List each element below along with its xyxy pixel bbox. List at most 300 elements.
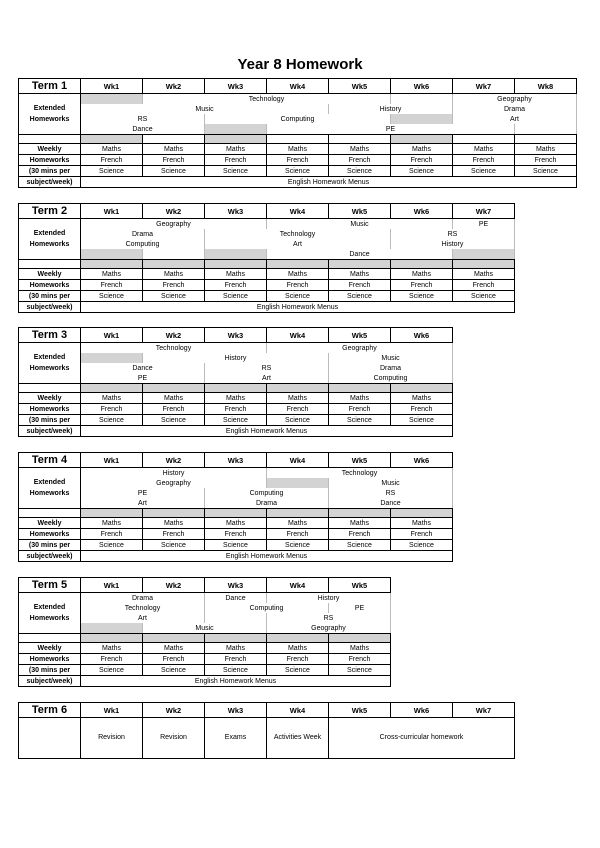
subject-cell: RS [205,363,329,373]
weekly-subject-cell: Maths [205,518,267,529]
spacer-cell [391,135,453,144]
weekly-label: Homeworks [19,155,81,166]
subject-cell: Music [329,478,453,488]
subject-cell: PE [267,124,515,135]
weekly-label: Weekly [19,144,81,155]
subject-cell: Geography [453,94,577,105]
subject-cell: PE [81,488,205,498]
weekly-row [19,177,577,188]
weekly-subject-cell: Maths [81,393,143,404]
subject-cell [205,124,267,135]
subject-cell: History [329,104,453,114]
week-header: Wk8 [515,79,577,94]
weekly-subject-cell: Science [453,166,515,177]
weekly-subject-cell: Science [205,540,267,551]
spacer-cell [267,260,329,269]
weekly-subject-cell: Science [143,540,205,551]
subject-cell: Dance [205,593,267,604]
weekly-subject-cell: French [81,404,143,415]
weekly-subject-cell: Science [267,665,329,676]
weekly-subject-cell: French [329,529,391,540]
term-label: Term 2 [19,204,81,219]
weekly-subject-cell: French [267,155,329,166]
spacer-cell [19,634,81,643]
weekly-subject-cell: French [143,404,205,415]
weekly-subject-cell: Science [329,415,391,426]
activity-cell: Revision [143,718,205,759]
week-header: Wk1 [81,328,143,343]
subject-cell: Geography [267,343,453,354]
week-header: Wk5 [329,453,391,468]
header-row [19,578,391,593]
spacer-cell [329,384,391,393]
subject-cell: Geography [267,623,391,634]
week-header: Wk6 [391,204,453,219]
weekly-subject-cell: French [143,654,205,665]
weekly-subject-cell: Science [81,415,143,426]
spacer-cell [19,509,81,518]
spacer-cell [143,260,205,269]
weekly-subject-cell: Science [81,291,143,302]
weekly-subject-cell: Maths [515,144,577,155]
weekly-row [19,166,577,177]
week-header: Wk2 [143,703,205,718]
weekly-row [19,665,391,676]
weekly-subject-cell: French [81,529,143,540]
weekly-subject-cell: French [267,404,329,415]
weekly-subject-cell: French [453,155,515,166]
weekly-row [19,404,453,415]
subject-cell [267,478,329,488]
spacer-cell [267,509,329,518]
extended-row [19,498,453,509]
weekly-subject-cell: Maths [267,518,329,529]
weekly-subject-cell: Maths [391,393,453,404]
weekly-subject-cell: Maths [81,643,143,654]
weekly-label: subject/week) [19,676,81,687]
weekly-subject-cell: French [81,280,143,291]
week-header: Wk4 [267,204,329,219]
weekly-subject-cell: Science [205,166,267,177]
weekly-label: Homeworks [19,654,81,665]
weekly-row [19,654,391,665]
weekly-subject-cell: Maths [205,269,267,280]
week-header: Wk3 [205,703,267,718]
weekly-row [19,269,515,280]
week-header: Wk5 [329,328,391,343]
weekly-subject-cell: Maths [453,269,515,280]
subject-cell: Technology [81,343,267,354]
subject-cell: Technology [205,229,391,239]
term-label: Term 5 [19,578,81,593]
weekly-subject-cell: Science [329,665,391,676]
week-header: Wk4 [267,328,329,343]
subject-cell: Dance [81,363,205,373]
spacer-cell [515,135,577,144]
subject-cell: RS [267,613,391,623]
weekly-subject-cell: French [205,529,267,540]
term-label: Term 6 [19,703,81,718]
extended-row [19,478,453,488]
activity-cell: Exams [205,718,267,759]
weekly-subject-cell: French [81,155,143,166]
week-header: Wk6 [391,79,453,94]
header-row [19,328,453,343]
weekly-subject-cell: Maths [81,518,143,529]
subject-cell: PE [329,603,391,613]
weekly-subject-cell: Science [515,166,577,177]
spacer-cell [391,384,453,393]
weekly-subject-cell: French [205,280,267,291]
extended-row [19,104,577,114]
week-header: Wk2 [143,204,205,219]
spacer-cell [329,509,391,518]
weekly-subject-cell: French [515,155,577,166]
activity-cell: Revision [81,718,143,759]
subject-cell: Music [267,219,453,230]
english-menus-cell: English Homework Menus [81,426,453,437]
subject-cell: RS [391,229,515,239]
weekly-row [19,518,453,529]
subject-cell: Computing [81,239,205,249]
subject-cell [81,353,143,363]
extended-row [19,353,453,363]
week-header: Wk7 [453,79,515,94]
weekly-subject-cell: Science [143,166,205,177]
blank-cell [19,718,81,759]
weekly-subject-cell: Science [267,291,329,302]
subject-cell: Computing [329,373,453,384]
weekly-subject-cell: Science [81,665,143,676]
weekly-subject-cell: French [391,404,453,415]
weekly-row [19,291,515,302]
week-header: Wk2 [143,79,205,94]
weekly-subject-cell: Science [329,291,391,302]
week-header: Wk3 [205,328,267,343]
extended-row [19,488,453,498]
weekly-subject-cell: Science [391,166,453,177]
extended-label: Extended Homeworks [19,219,81,260]
subject-cell: Drama [205,498,329,509]
week-header: Wk1 [81,578,143,593]
subject-cell: History [267,593,391,604]
spacer-cell [267,135,329,144]
week-header: Wk6 [391,703,453,718]
weekly-subject-cell: Science [205,665,267,676]
week-header: Wk5 [329,703,391,718]
subject-cell: Art [453,114,577,124]
weekly-subject-cell: Maths [391,269,453,280]
week-header: Wk1 [81,79,143,94]
weekly-subject-cell: Maths [267,643,329,654]
spacer-cell [329,260,391,269]
week-header: Wk1 [81,204,143,219]
extended-label: Extended Homeworks [19,343,81,384]
spacer-cell [205,634,267,643]
subject-cell: Drama [81,593,205,604]
subject-cell: Drama [453,104,577,114]
spacer-cell [81,135,143,144]
weekly-row [19,280,515,291]
spacer-cell [267,384,329,393]
spacer-row [19,384,453,393]
weekly-subject-cell: Science [143,415,205,426]
spacer-cell [267,634,329,643]
term-label: Term 1 [19,79,81,94]
extended-row [19,468,453,479]
weekly-subject-cell: Science [329,540,391,551]
term-label: Term 3 [19,328,81,343]
weekly-subject-cell: Science [391,540,453,551]
weekly-row [19,426,453,437]
weekly-subject-cell: Science [453,291,515,302]
subject-cell: Drama [329,363,453,373]
weekly-subject-cell: Maths [205,393,267,404]
extended-row [19,124,577,135]
spacer-row [19,135,577,144]
spacer-cell [391,509,453,518]
activity-cell: Cross-curricular homework [329,718,515,759]
english-menus-cell: English Homework Menus [81,676,391,687]
extended-row [19,373,453,384]
weekly-subject-cell: French [329,155,391,166]
subject-cell: History [81,468,267,479]
spacer-cell [329,634,391,643]
spacer-cell [205,135,267,144]
weekly-label: (30 mins per [19,665,81,676]
spacer-row [19,509,453,518]
weekly-subject-cell: Maths [453,144,515,155]
weekly-subject-cell: Science [81,166,143,177]
subject-cell: Computing [205,488,329,498]
weekly-subject-cell: Science [143,665,205,676]
weekly-row [19,144,577,155]
weekly-subject-cell: Science [391,415,453,426]
term-table [18,203,515,313]
spacer-cell [81,634,143,643]
term-table [18,452,453,562]
extended-row [19,94,577,105]
weekly-subject-cell: Maths [329,144,391,155]
term-table [18,327,453,437]
weekly-subject-cell: French [391,280,453,291]
subject-cell: Computing [205,603,329,613]
weekly-subject-cell: French [205,404,267,415]
term-table [18,577,391,687]
weekly-label: Homeworks [19,280,81,291]
english-menus-cell: English Homework Menus [81,302,515,313]
weekly-row [19,155,577,166]
week-header: Wk3 [205,204,267,219]
subject-cell: Geography [81,219,267,230]
spacer-cell [143,384,205,393]
weekly-subject-cell: French [329,654,391,665]
weekly-subject-cell: French [453,280,515,291]
weekly-subject-cell: Maths [143,269,205,280]
weekly-subject-cell: Science [143,291,205,302]
weekly-subject-cell: Maths [391,518,453,529]
weekly-subject-cell: French [143,280,205,291]
subject-cell [453,249,515,260]
week-header: Wk1 [81,453,143,468]
week-header: Wk2 [143,328,205,343]
subject-cell: History [391,239,515,249]
weekly-subject-cell: Maths [267,269,329,280]
weekly-row [19,415,453,426]
week-header: Wk5 [329,79,391,94]
week-header: Wk4 [267,79,329,94]
subject-cell: PE [453,219,515,230]
header-row [19,703,515,718]
weekly-label: (30 mins per [19,166,81,177]
weekly-label: Homeworks [19,404,81,415]
weekly-subject-cell: Maths [143,393,205,404]
spacer-cell [143,634,205,643]
subject-cell: Technology [143,94,391,105]
spacer-cell [143,509,205,518]
weekly-row [19,529,453,540]
term-label: Term 4 [19,453,81,468]
week-header: Wk3 [205,453,267,468]
extended-row [19,593,391,604]
weekly-label: Weekly [19,393,81,404]
term-table [18,78,577,188]
weekly-label: Weekly [19,269,81,280]
subject-cell: Music [143,623,267,634]
weekly-subject-cell: Maths [205,643,267,654]
weekly-subject-cell: French [267,529,329,540]
weekly-subject-cell: Maths [391,144,453,155]
weekly-subject-cell: Maths [329,269,391,280]
activity-cell: Activities Week [267,718,329,759]
spacer-cell [453,135,515,144]
subject-cell [205,613,267,623]
subject-cell: Music [81,104,329,114]
weekly-row [19,302,515,313]
week-header: Wk7 [453,204,515,219]
subject-cell: Dance [81,124,205,135]
spacer-cell [81,509,143,518]
spacer-cell [81,260,143,269]
subject-cell [515,124,577,135]
header-row [19,453,453,468]
week-header: Wk2 [143,578,205,593]
subject-cell: Technology [267,468,453,479]
weekly-subject-cell: French [205,654,267,665]
term6-row [19,718,515,759]
extended-row [19,363,453,373]
subject-cell: Art [205,373,329,384]
weekly-label: Weekly [19,518,81,529]
extended-label: Extended Homeworks [19,593,81,634]
english-menus-cell: English Homework Menus [81,177,577,188]
spacer-cell [453,260,515,269]
weekly-subject-cell: Maths [143,144,205,155]
weekly-subject-cell: Science [267,166,329,177]
weekly-subject-cell: French [267,280,329,291]
weekly-subject-cell: Maths [329,643,391,654]
extended-row [19,343,453,354]
spacer-cell [19,135,81,144]
subject-cell: Music [329,353,453,363]
weekly-label: subject/week) [19,551,81,562]
extended-row [19,239,515,249]
weekly-subject-cell: Maths [329,518,391,529]
weekly-subject-cell: French [329,280,391,291]
weekly-row [19,551,453,562]
weekly-subject-cell: Maths [267,144,329,155]
weekly-subject-cell: Maths [205,144,267,155]
weekly-subject-cell: French [81,654,143,665]
spacer-cell [205,509,267,518]
weekly-subject-cell: Science [391,291,453,302]
week-header: Wk3 [205,578,267,593]
subject-cell: RS [329,488,453,498]
weekly-subject-cell: French [391,529,453,540]
weekly-subject-cell: Science [81,540,143,551]
weekly-subject-cell: Maths [143,643,205,654]
week-header: Wk5 [329,204,391,219]
english-menus-cell: English Homework Menus [81,551,453,562]
week-header: Wk7 [453,703,515,718]
subject-cell [81,623,143,634]
weekly-subject-cell: Maths [81,144,143,155]
weekly-label: subject/week) [19,426,81,437]
extended-label: Extended Homeworks [19,468,81,509]
spacer-cell [19,260,81,269]
spacer-cell [205,384,267,393]
spacer-cell [329,135,391,144]
extended-label: Extended Homeworks [19,94,81,135]
weekly-subject-cell: Maths [81,269,143,280]
spacer-cell [205,260,267,269]
spacer-cell [19,384,81,393]
weekly-subject-cell: Science [205,415,267,426]
subject-cell: History [143,353,329,363]
weekly-row [19,540,453,551]
subject-cell: Art [81,613,205,623]
subject-cell [391,94,453,105]
weekly-subject-cell: Maths [267,393,329,404]
week-header: Wk1 [81,703,143,718]
header-row [19,79,577,94]
week-header: Wk2 [143,453,205,468]
extended-row [19,229,515,239]
weekly-row [19,643,391,654]
weekly-subject-cell: Science [329,166,391,177]
subject-cell [391,114,453,124]
weekly-subject-cell: French [267,654,329,665]
spacer-cell [143,135,205,144]
weekly-subject-cell: Science [267,415,329,426]
week-header: Wk6 [391,328,453,343]
weekly-subject-cell: Maths [329,393,391,404]
spacer-row [19,634,391,643]
subject-cell: Dance [329,498,453,509]
weekly-label: Homeworks [19,529,81,540]
weekly-subject-cell: Science [267,540,329,551]
week-header: Wk6 [391,453,453,468]
weekly-label: (30 mins per [19,291,81,302]
header-row [19,204,515,219]
subject-cell: Art [81,498,205,509]
week-header: Wk5 [329,578,391,593]
weekly-subject-cell: French [391,155,453,166]
weekly-row [19,393,453,404]
subject-cell [81,249,143,260]
subject-cell: Dance [267,249,453,260]
subject-cell: Computing [205,114,391,124]
